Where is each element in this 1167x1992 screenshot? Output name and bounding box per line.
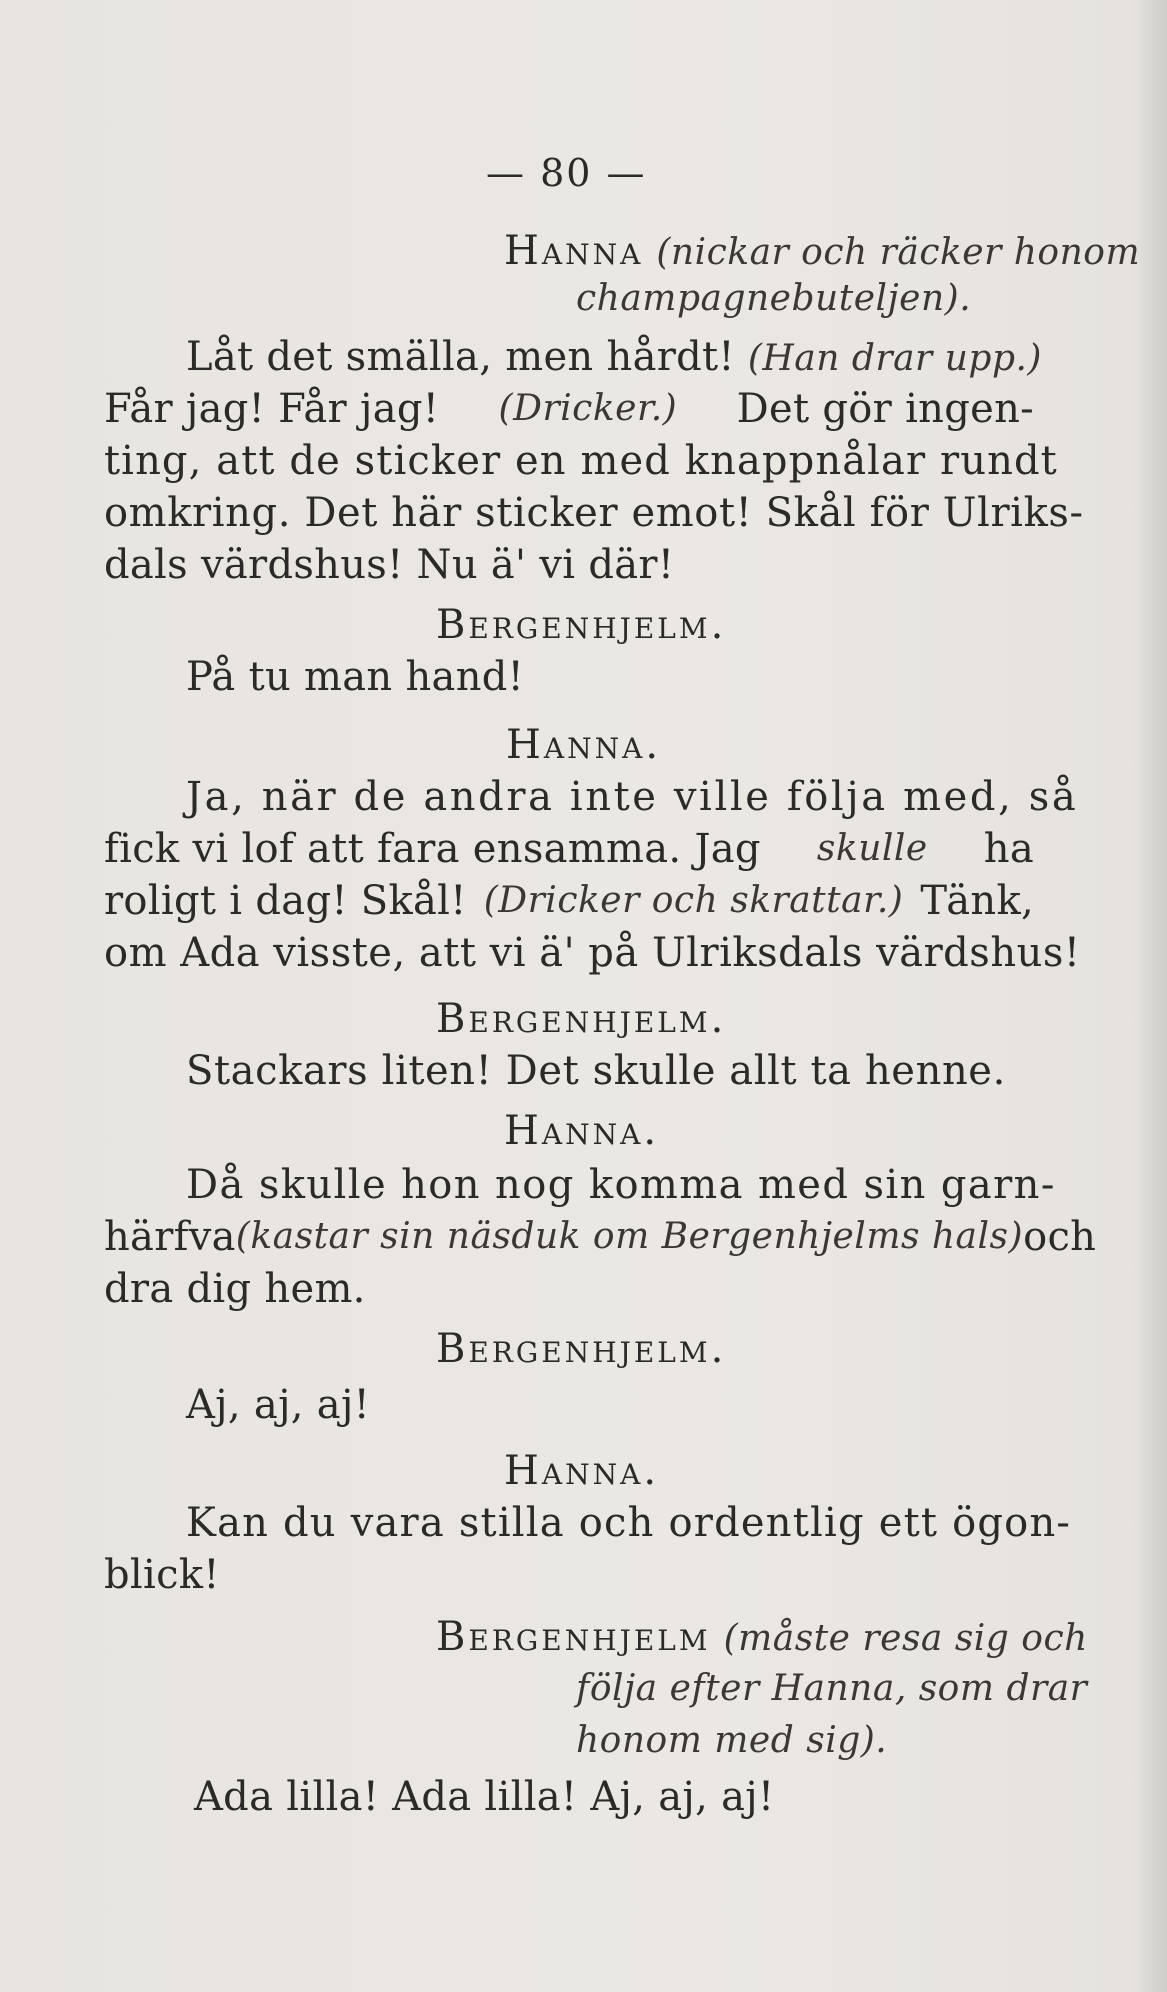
dialogue-line: omkring. Det här sticker emot! Skål för Ulriks- [104, 490, 1084, 536]
page-number: — 80 — [486, 151, 647, 195]
dialogue-line: Då skulle hon nog komma med sin garn- [186, 1162, 1056, 1208]
stage-direction: (kastar sin näsduk om Bergenhjelms hals) [235, 1216, 1024, 1257]
dialogue-line: Stackars liten! Det skulle allt ta henne. [186, 1048, 1006, 1094]
dialogue-line: Ja, när de andra inte ville följa med, så [186, 774, 1079, 820]
stage-direction: (Han drar upp.) [747, 338, 1042, 379]
dialogue-line: På tu man hand! [186, 654, 525, 700]
stage-direction: (Dricker.) [498, 388, 678, 429]
dialogue-line [104, 876, 1034, 926]
dialogue-text: fick vi lof att fara ensamma. Jag [104, 826, 761, 872]
stage-direction: följa efter Hanna, som drar [576, 1668, 1088, 1709]
stage-direction: (måste resa sig och [723, 1618, 1088, 1659]
dialogue-text: Låt det smälla, men hårdt! [186, 334, 735, 380]
dialogue-line: dra dig hem. [104, 1266, 366, 1312]
emphasis-text: skulle [816, 828, 928, 869]
dialogue-line: Ada lilla! Ada lilla! Aj, aj, aj! [194, 1774, 775, 1820]
dialogue-line [186, 332, 1167, 384]
dialogue-line: Aj, aj, aj! [186, 1382, 371, 1428]
dialogue-text: roligt i dag! Skål! [104, 878, 467, 924]
dialogue-text: Tänk, [920, 878, 1034, 924]
dialogue-line: ting, att de sticker en med knappnålar rundt [104, 438, 1058, 484]
dialogue-text: härfva [104, 1214, 236, 1260]
dialogue-line: om Ada visste, att vi ä' på Ulriksdals värdshus! [104, 930, 1081, 976]
stage-direction: champagnebuteljen). [576, 278, 972, 319]
speaker-line [436, 1612, 1167, 1664]
speaker-name: Bergenhjelm [436, 1614, 711, 1660]
dialogue-text: ha [983, 826, 1034, 872]
dialogue-line: Kan du vara stilla och ordentlig ett ögon- [186, 1500, 1072, 1546]
speaker-name: Hanna. [504, 1108, 660, 1154]
stage-direction: (nickar och räcker honom [656, 232, 1141, 273]
dialogue-text: och [1023, 1214, 1097, 1260]
stage-direction: honom med sig). [576, 1720, 888, 1761]
speaker-name: Bergenhjelm. [436, 1326, 727, 1372]
dialogue-line [104, 824, 1034, 874]
speaker-name: Hanna [504, 228, 644, 274]
dialogue-line: dals värdshus! Nu ä' vi där! [104, 542, 675, 588]
dialogue-text: Får jag! Får jag! [104, 386, 440, 432]
speaker-name: Bergenhjelm. [436, 602, 727, 648]
dialogue-line: blick! [104, 1552, 220, 1598]
dialogue-line [104, 384, 1034, 434]
speaker-line [504, 226, 1167, 278]
dialogue-text: Det gör ingen- [736, 386, 1034, 432]
speaker-name: Bergenhjelm. [436, 996, 727, 1042]
dialogue-line [104, 1212, 1097, 1262]
speaker-name: Hanna. [504, 1448, 660, 1494]
speaker-name: Hanna. [506, 722, 662, 768]
stage-direction: (Dricker och skrattar.) [483, 880, 904, 921]
